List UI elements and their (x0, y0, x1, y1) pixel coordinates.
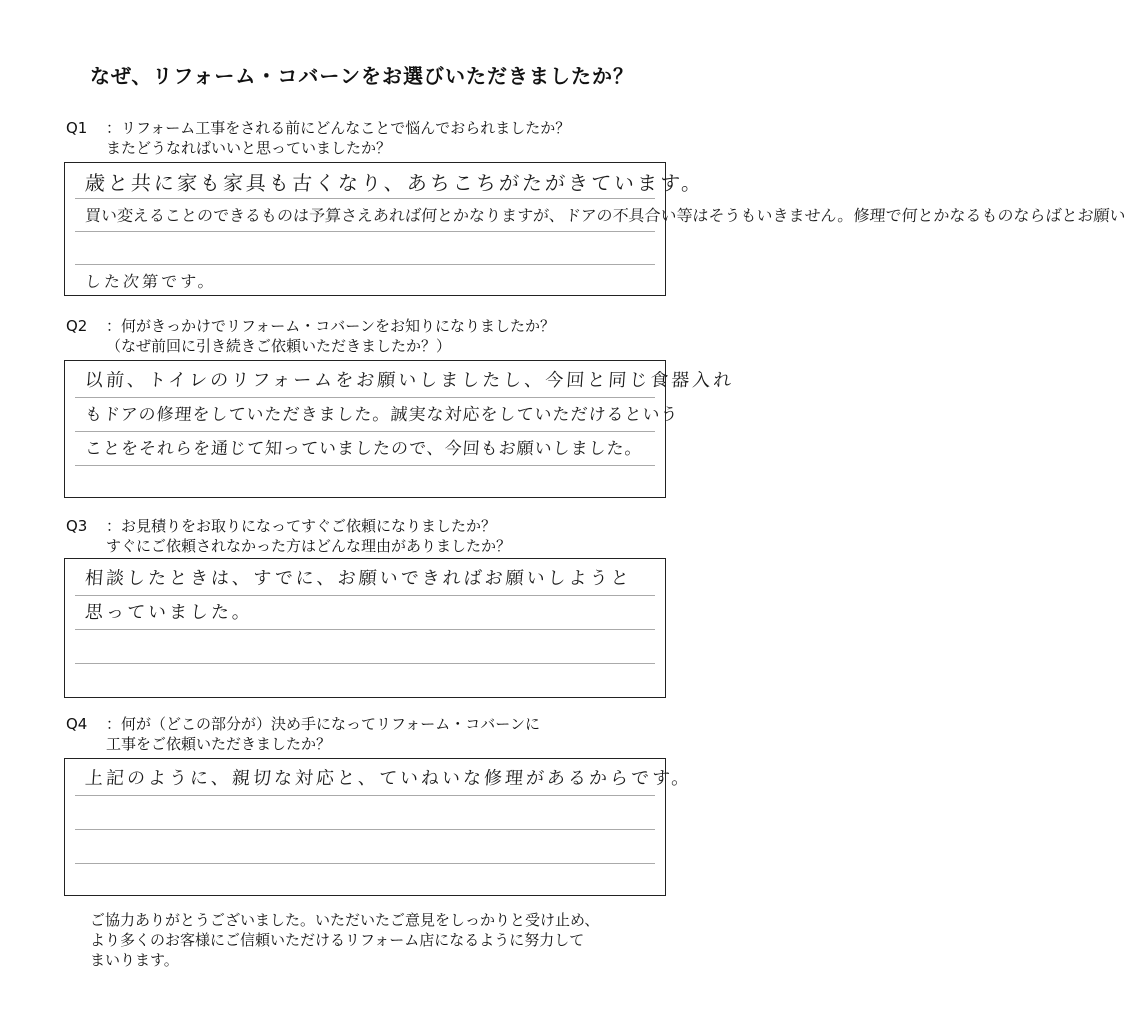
question-3 (66, 516, 511, 556)
answer-line: 上記のように、親切な対応と、ていねいな修理があるからです。 (84, 768, 694, 789)
question-text: （なぜ前回に引き続きご依頼いただきましたか？） (106, 337, 452, 355)
question-text: 工事をご依頼いただきましたか？ (106, 735, 332, 753)
answer-line: した次第です。 (84, 272, 218, 291)
answer-box-4 (64, 758, 694, 896)
question-text: ：リフォーム工事をされる前にどんなことで悩んでおられましたか？ (106, 119, 571, 137)
answer-box-2 (64, 360, 735, 498)
answer-line: 歳と共に家も家具も古くなり、あちこちがたがきています。 (84, 171, 706, 195)
answer-box-3 (64, 558, 666, 698)
answer-box-1 (64, 162, 1127, 296)
question-number: Q3 (66, 517, 88, 535)
answer-line: 買い変えることのできるものは予算さえあれば何とかなりますが、ドアの不具合い等はそうもいきません。修理で何とかなるものならばとお願い (84, 206, 1127, 225)
answer-line: もドアの修理をしていただきました。誠実な対応をしていただけるという (84, 405, 680, 425)
footer-line: ご協力ありがとうございました。いただいたご意見をしっかりと受け止め、 (90, 911, 600, 929)
answer-line: 相談したときは、すでに、お願いできればお願いしようと (84, 568, 633, 589)
question-2 (66, 316, 555, 356)
closing-message (90, 910, 690, 970)
page-title: なぜ、リフォーム・コバーンをお選びいただきましたか？ (90, 64, 634, 88)
answer-line: ことをそれらを通じて知っていましたので、今回もお願いしました。 (84, 439, 644, 459)
question-number: Q4 (66, 715, 88, 733)
question-text: すぐにご依頼されなかった方はどんな理由がありましたか？ (106, 537, 512, 555)
question-4 (66, 714, 540, 754)
footer-line: まいります。 (90, 951, 179, 969)
question-text: ：何が（どこの部分が）決め手になってリフォーム・コバーンに (106, 715, 540, 733)
question-text: またどうなればいいと思っていましたか？ (106, 139, 392, 157)
question-text: ：何がきっかけでリフォーム・コバーンをお知りになりましたか？ (106, 317, 555, 335)
question-number: Q1 (66, 119, 88, 137)
question-text: ：お見積りをお取りになってすぐご依頼になりましたか？ (106, 517, 497, 535)
footer-line: より多くのお客様にご信頼いただけるリフォーム店になるように努力して (90, 931, 585, 949)
question-1 (66, 118, 570, 158)
answer-line: 以前、トイレのリフォームをお願いしましたし、今回と同じ食器入れ (84, 370, 735, 391)
question-number: Q2 (66, 317, 88, 335)
answer-line: 思っていました。 (84, 602, 254, 623)
